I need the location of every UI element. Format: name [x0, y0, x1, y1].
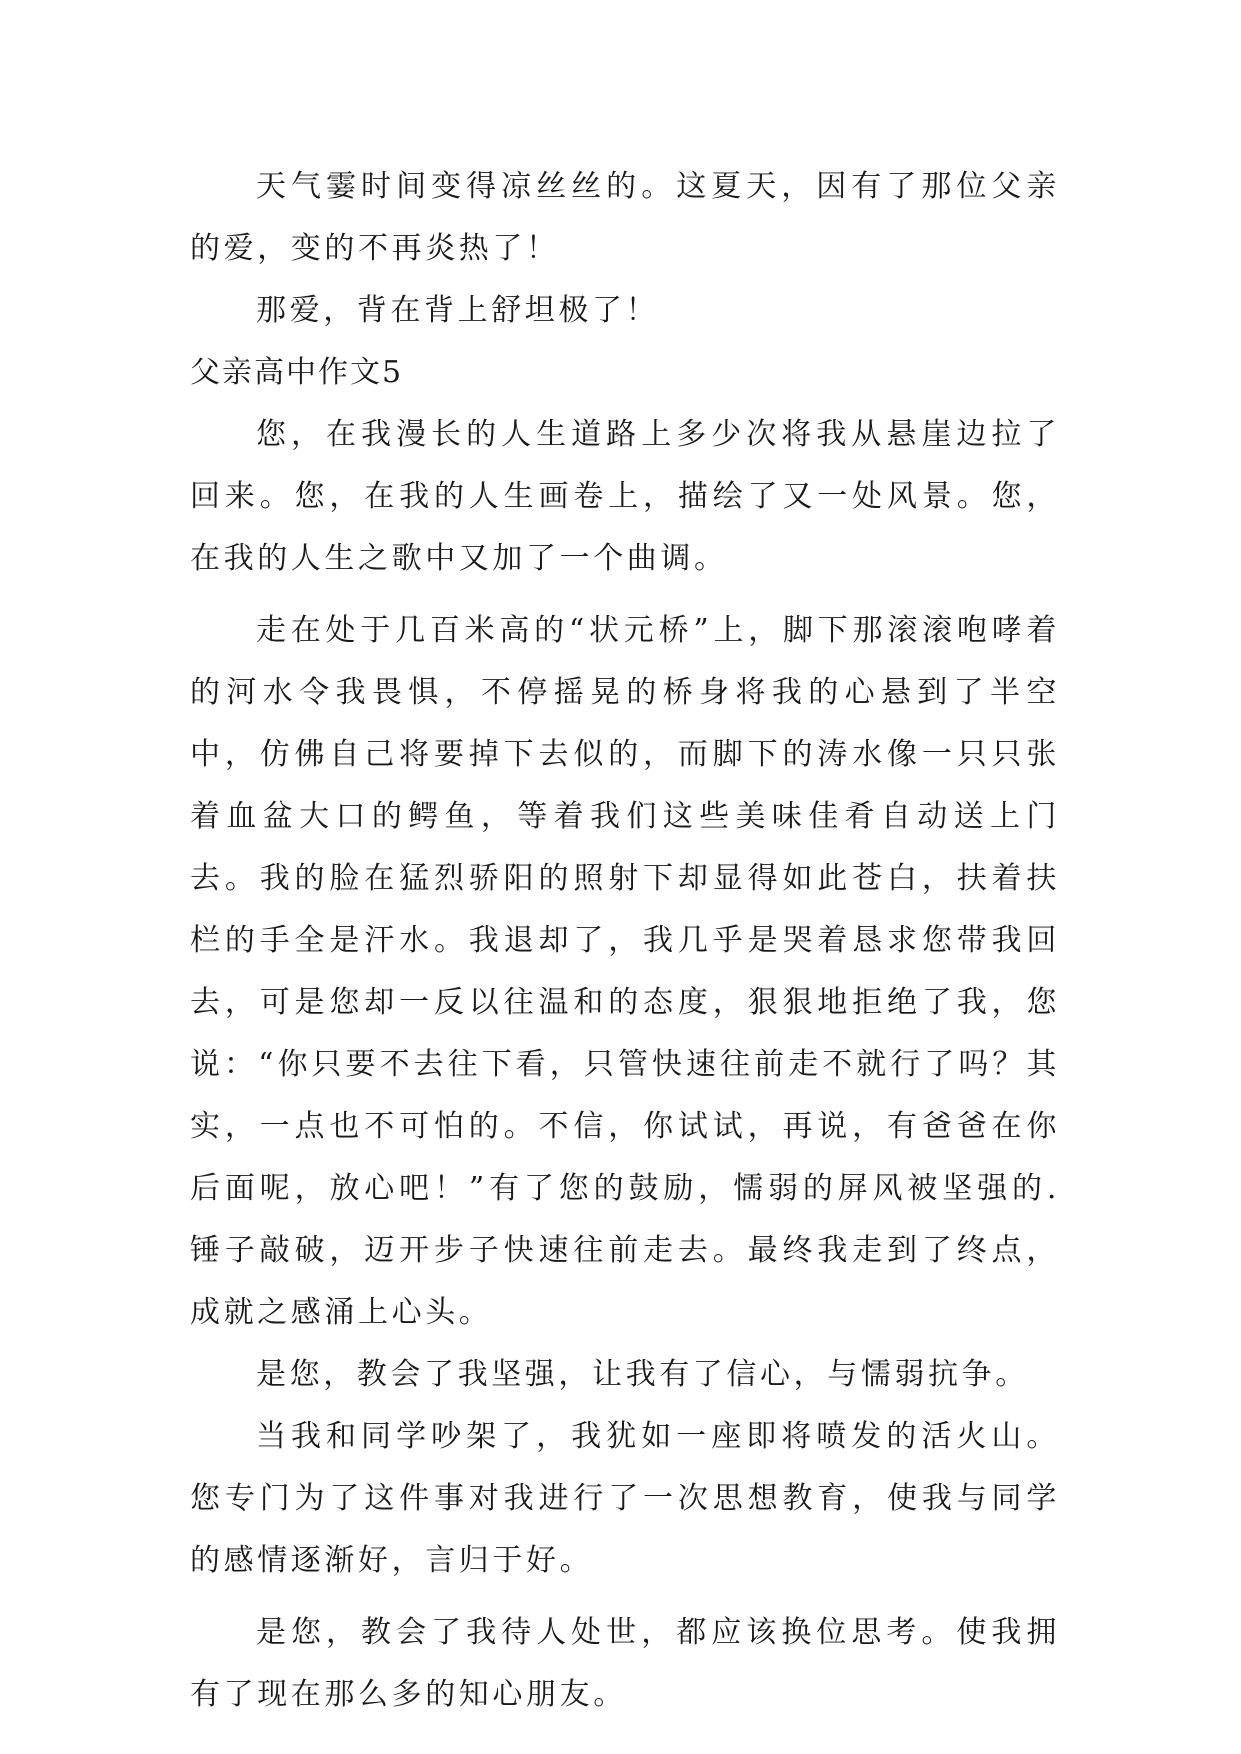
paragraph-6: 当我和同学吵架了，我犹如一座即将喷发的活火山。您专门为了这件事对我进行了一次思想教育，使我与同学的感情逐渐好，言归于好。 [190, 1419, 1060, 1578]
essay-body [190, 156, 1060, 1726]
paragraph-1: 天气霎时间变得凉丝丝的。这夏天，因有了那位父亲的爱，变的不再炎热了！ [190, 169, 1060, 266]
paragraph-5: 是您，教会了我坚强，让我有了信心，与懦弱抗争。 [256, 1357, 1029, 1392]
section-heading: 父亲高中作文5 [190, 355, 404, 390]
paragraph-4: 走在处于几百米高的“状元桥”上，脚下那滚滚咆哮着的河水令我畏惧，不停摇晃的桥身将我的心悬到了半空中，仿佛自己将要掉下去似的，而脚下的涛水像一只只张着血盆大口的鳄鱼，等着我们这些美味佳肴自动送上门去。我的脸在猛烈骄阳的照射下却显得如此苍白，扶着扶栏的手全是汗水。我退却了，我几乎是哭着恳求您带我回去，可是您却一反以往温和的态度，狠狠地拒绝了我，您说：“你只要不去往下看，只管快速往前走不就行了吗？其实，一点也不可怕的。不信，你试试，再说，有爸爸在你后面呢，放心吧！”有了您的鼓励，懦弱的屏风被坚强的.锤子敲破，迈开步子快速往前走去。最终我走到了终点，成就之感涌上心头。 [190, 613, 1060, 1330]
paragraph-2: 那爱，背在背上舒坦极了！ [256, 293, 660, 328]
paragraph-3: 您，在我漫长的人生道路上多少次将我从悬崖边拉了回来。您，在我的人生画卷上，描绘了又一处风景。您，在我的人生之歌中又加了一个曲调。 [190, 417, 1060, 576]
paragraph-7: 是您，教会了我待人处世，都应该换位思考。使我拥有了现在那么多的知心朋友。 [190, 1615, 1060, 1712]
